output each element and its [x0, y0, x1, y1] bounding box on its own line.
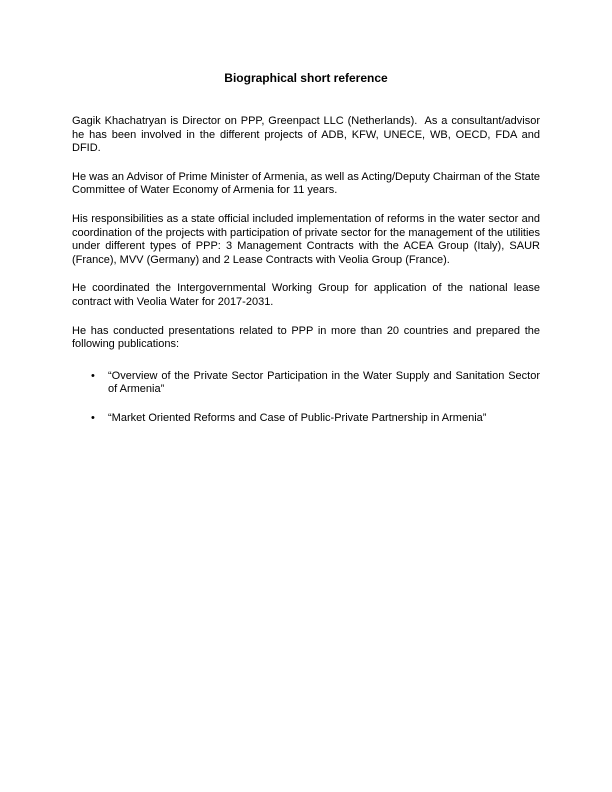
- paragraph-presentations: He has conducted presentations related to PPP in more than 20 countries and prepared the following publications:: [72, 324, 540, 351]
- list-item: [72, 370, 540, 397]
- bullet-icon: •: [91, 369, 95, 382]
- bullet-icon: •: [91, 411, 95, 424]
- publication-title: “Market Oriented Reforms and Case of Public-Private Partnership in Armenia”: [108, 411, 487, 424]
- paragraph-working-group: He coordinated the Intergovernmental Working Group for application of the national lease contract with Veolia Water for 2017-2031.: [72, 282, 540, 308]
- publication-title: “Overview of the Private Sector Participation in the Water Supply and Sanitation Sector of Armenia”: [108, 369, 540, 396]
- paragraph-advisor-role: He was an Advisor of Prime Minister of Armenia, as well as Acting/Deputy Chairman of the State Committee of Water Economy of Armenia for 11 years.: [72, 170, 540, 197]
- paragraph-intro: Gagik Khachatryan is Director on PPP, Greenpact LLC (Netherlands). As a consultant/advisor he has been involved in the different projects of ADB, KFW, UNECE, WB, OECD, FDA and DFID.: [72, 115, 540, 155]
- page-title: Biographical short reference: [224, 71, 388, 85]
- paragraph-responsibilities: His responsibilities as a state official included implementation of reforms in the water sector and coordination of the projects with participation of private sector for the management of the utilities under different types of PPP: 3 Management Contracts with the ACEA Group (Italy), SAUR (France), MVV (Germany) and 2 Lease Contracts with Veolia Group (France).: [72, 212, 540, 266]
- publications-list: [72, 370, 540, 426]
- list-item: [72, 412, 540, 426]
- document-content: [72, 71, 540, 441]
